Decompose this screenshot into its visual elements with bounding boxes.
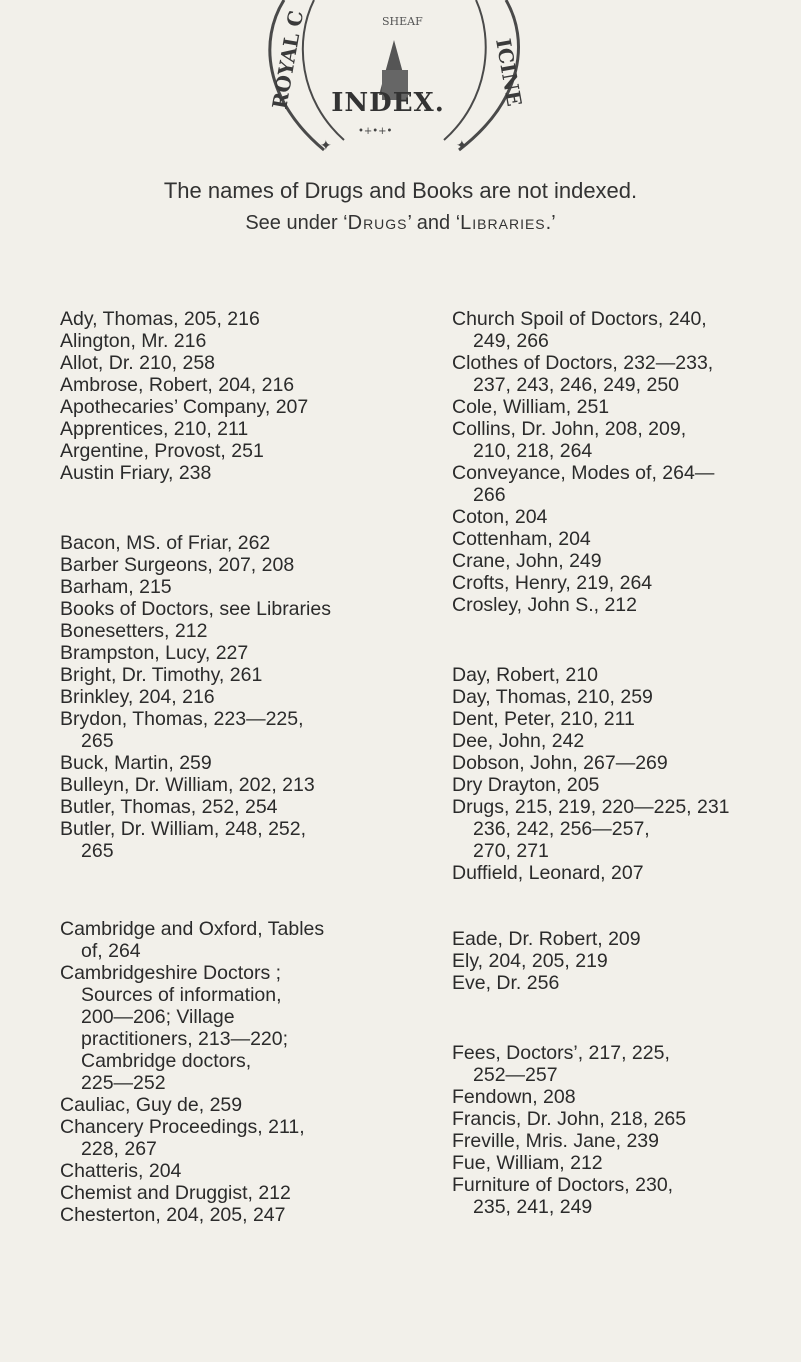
index-entry [60,686,430,708]
index-entry-continuation: 228, 267 [81,1138,157,1160]
index-title: INDEX. [331,88,445,118]
index-entry-heading: Ambrose, Robert, 204, 216 [60,374,295,396]
index-entry-heading: Barber Surgeons, 207, 208 [60,554,295,576]
stamp-left-arc: ROYAL C [267,8,309,111]
letter-group-gap [452,994,797,1042]
index-entry-heading: Dent, Peter, 210, 211 [452,708,635,730]
index-entry [452,528,797,550]
index-entry-continuation: 235, 241, 249 [473,1196,593,1218]
index-entry [452,752,797,774]
index-entry-heading: Church Spoil of Doctors, 240, [452,308,707,330]
index-entry-continuation: 210, 218, 264 [473,440,593,462]
index-entry [452,664,797,686]
index-entry [452,308,797,352]
index-entry-heading: Cambridge and Oxford, Tables [60,918,325,940]
index-entry [60,440,430,462]
index-entry-continuation: 237, 243, 246, 249, 250 [473,374,680,396]
index-entry-heading: Bacon, MS. of Friar, 262 [60,532,271,554]
index-entry [452,1130,797,1152]
index-entry [60,330,430,352]
index-entry [452,972,797,994]
index-entry-continuation: 265 [81,840,114,862]
stamp-inner-top: SHEAF [382,15,423,28]
index-entry [60,752,430,774]
index-entry-heading: Dobson, John, 267—269 [452,752,668,774]
index-entry [60,962,430,1094]
letter-group-gap [452,884,797,928]
index-entry [452,418,797,462]
index-entry-heading: Brydon, Thomas, 223—225, [60,708,304,730]
svg-text:✦: ✦ [456,138,468,154]
index-entry-continuation: 270, 271 [473,840,549,862]
index-entry-heading: Austin Friary, 238 [60,462,212,484]
index-entry-heading: Apothecaries’ Company, 207 [60,396,309,418]
index-column-right [452,308,797,1218]
index-entry-heading: Bright, Dr. Timothy, 261 [60,664,263,686]
index-entry [452,928,797,950]
index-entry [452,396,797,418]
index-entry [60,818,430,862]
index-entry [452,1174,797,1218]
index-entry-continuation: 236, 242, 256—257, [473,818,650,840]
index-entry [60,1094,430,1116]
index-entry [60,418,430,440]
index-entry-heading: Dry Drayton, 205 [452,774,600,796]
index-entry-continuation: 266 [473,484,506,506]
index-entry-heading: Fendown, 208 [452,1086,576,1108]
index-entry-heading: Chancery Proceedings, 211, [60,1116,305,1138]
index-entry-heading: Cottenham, 204 [452,528,591,550]
index-entry-heading: Cole, William, 251 [452,396,610,418]
index-entry [60,642,430,664]
index-entry-continuation: 252—257 [473,1064,558,1086]
index-entry-heading: Butler, Dr. William, 248, 252, [60,818,307,840]
index-entry-heading: Argentine, Provost, 251 [60,440,264,462]
index-entry [452,462,797,506]
index-entry-heading: Butler, Thomas, 252, 254 [60,796,278,818]
index-entry-continuation: Cambridge doctors, [81,1050,252,1072]
index-entry-heading: Crofts, Henry, 219, 264 [452,572,653,594]
header-note: The names of Drugs and Books are not indexed. [163,178,638,203]
index-entry-continuation: 249, 266 [473,330,549,352]
index-entry-heading: Dee, John, 242 [452,730,585,752]
index-entry-heading: Buck, Martin, 259 [60,752,212,774]
index-entry-heading: Alington, Mr. 216 [60,330,207,352]
index-entry-heading: Conveyance, Modes of, 264— [452,462,715,484]
index-entry-heading: Ady, Thomas, 205, 216 [60,308,260,330]
index-entry-heading: Chatteris, 204 [60,1160,182,1182]
index-entry [452,1108,797,1130]
index-entry-heading: Chemist and Druggist, 212 [60,1182,291,1204]
index-entry-heading: Coton, 204 [452,506,548,528]
index-entry [452,594,797,616]
index-entry [60,620,430,642]
index-entry [60,1204,430,1226]
index-entry-continuation: 265 [81,730,114,752]
index-entry [60,554,430,576]
letter-group-gap [452,616,797,664]
index-entry [452,730,797,752]
index-entry-continuation: 200—206; Village [81,1006,235,1028]
index-entry [60,308,430,330]
index-entry [452,1042,797,1086]
index-entry [60,796,430,818]
index-entry [452,950,797,972]
index-entry [60,576,430,598]
index-entry-heading: Brinkley, 204, 216 [60,686,215,708]
svg-text:✦: ✦ [320,138,332,154]
index-column-left [60,308,430,1226]
index-entry-heading: Eade, Dr. Robert, 209 [452,928,641,950]
index-entry [452,550,797,572]
index-entry-heading: Books of Doctors, see Libraries [60,598,331,620]
index-entry-heading: Fees, Doctors’, 217, 225, [452,1042,670,1064]
index-entry [60,1116,430,1160]
index-entry [60,918,430,962]
index-entry [60,1160,430,1182]
index-entry-continuation: 225—252 [81,1072,166,1094]
header-see-under: See under ‘Drugs’ and ‘Libraries.’ [245,212,556,234]
index-entry [60,374,430,396]
index-entry-heading: Brampston, Lucy, 227 [60,642,249,664]
index-entry [452,1086,797,1108]
svg-text:•+•+•: •+•+• [358,126,393,137]
index-entry-heading: Bulleyn, Dr. William, 202, 213 [60,774,315,796]
index-entry-heading: Crosley, John S., 212 [452,594,637,616]
index-entry [60,532,430,554]
index-entry [452,862,797,884]
index-entry [60,598,430,620]
index-entry [452,352,797,396]
index-entry [60,664,430,686]
index-entry-heading: Fue, William, 212 [452,1152,603,1174]
index-entry [452,1152,797,1174]
index-entry-heading: Bonesetters, 212 [60,620,208,642]
index-entry-heading: Cauliac, Guy de, 259 [60,1094,243,1116]
index-entry-heading: Apprentices, 210, 211 [60,418,249,440]
index-entry-heading: Allot, Dr. 210, 258 [60,352,216,374]
index-entry [452,774,797,796]
index-entry-heading: Chesterton, 204, 205, 247 [60,1204,286,1226]
index-entry-heading: Day, Robert, 210 [452,664,598,686]
index-entry [452,708,797,730]
letter-group-gap [60,862,430,918]
index-entry-continuation: practitioners, 213—220; [81,1028,289,1050]
index-entry-heading: Freville, Mris. Jane, 239 [452,1130,659,1152]
index-entry [452,686,797,708]
index-entry [452,796,797,862]
index-entry-heading: Duffield, Leonard, 207 [452,862,644,884]
index-entry-heading: Day, Thomas, 210, 259 [452,686,653,708]
index-entry-heading: Furniture of Doctors, 230, [452,1174,674,1196]
index-entry-heading: Crane, John, 249 [452,550,602,572]
index-entry-heading: Francis, Dr. John, 218, 265 [452,1108,687,1130]
index-entry [60,462,430,484]
index-entry-continuation: of, 264 [81,940,141,962]
index-entry-heading: Cambridgeshire Doctors ; [60,962,282,984]
index-entry [452,506,797,528]
index-entry [452,572,797,594]
index-entry-heading: Collins, Dr. John, 208, 209, [452,418,687,440]
index-entry [60,708,430,752]
index-entry-heading: Barham, 215 [60,576,172,598]
index-entry-heading: Drugs, 215, 219, 220—225, 231 [452,796,730,818]
index-entry-heading: Ely, 204, 205, 219 [452,950,608,972]
index-entry [60,352,430,374]
index-entry [60,774,430,796]
index-entry-heading: Clothes of Doctors, 232—233, [452,352,714,374]
index-entry-heading: Eve, Dr. 256 [452,972,560,994]
stamp-right-arc: ICINE [491,36,527,108]
letter-group-gap [60,484,430,532]
index-entry [60,396,430,418]
index-entry [60,1182,430,1204]
index-entry-continuation: Sources of information, [81,984,282,1006]
